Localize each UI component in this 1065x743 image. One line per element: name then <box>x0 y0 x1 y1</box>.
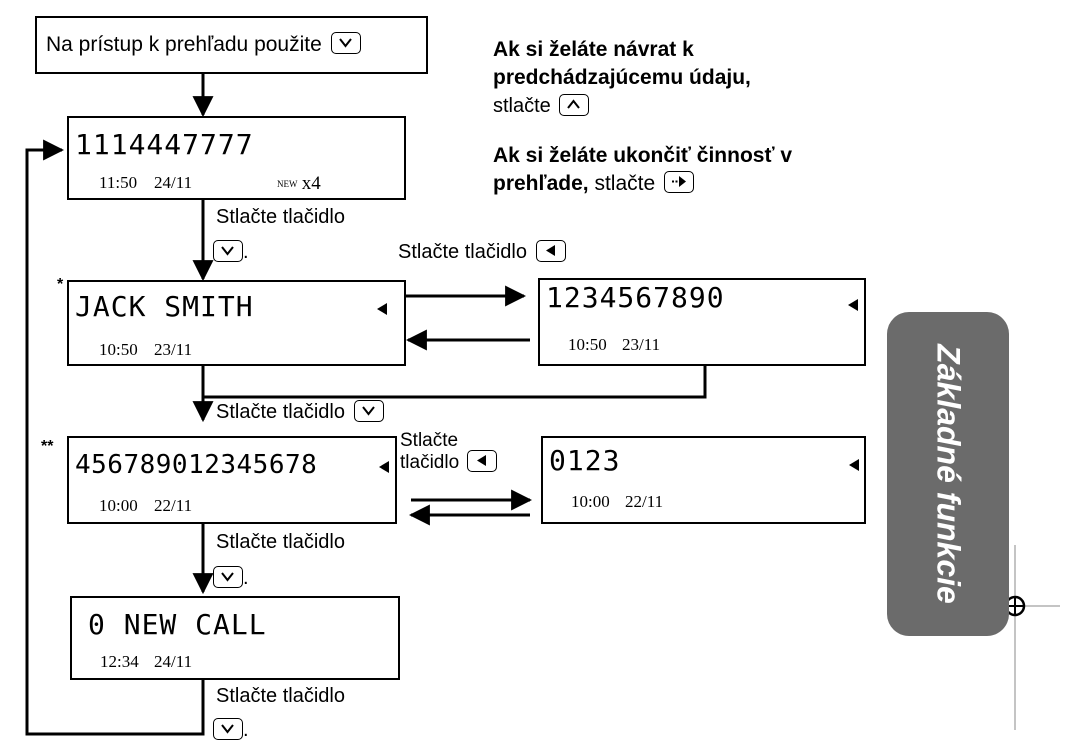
display-1-date: 24/11 <box>154 173 193 192</box>
note-exit-rest: stlačte <box>594 172 656 195</box>
press-text: Stlačte <box>400 430 459 451</box>
display-2-date: 23/11 <box>154 340 193 359</box>
lcd-display-1 <box>67 116 406 200</box>
button-text: tlačidlo <box>400 452 460 474</box>
period: . <box>243 241 249 263</box>
press-button-label-1 <box>216 205 345 229</box>
press-button-text: Stlačte tlačidlo <box>398 241 527 263</box>
down-key-icon <box>213 240 243 262</box>
section-tab-label: Základné funkcie <box>930 344 967 604</box>
display-4-marker: ** <box>41 438 54 455</box>
display-5-time: 10:00 <box>571 492 610 511</box>
section-tab <box>887 312 1009 636</box>
down-key-icon <box>331 32 361 54</box>
display-6-time: 12:34 <box>100 652 139 671</box>
note-back-title <box>493 36 853 92</box>
left-triangle-icon <box>377 460 391 474</box>
display-1-count: x4 <box>301 173 321 194</box>
intro-text <box>46 33 361 57</box>
display-4-time: 10:00 <box>99 496 138 515</box>
press-button-text: Stlačte tlačidlo <box>216 206 345 228</box>
left-triangle-icon <box>375 302 389 316</box>
down-key-icon <box>354 400 384 422</box>
lcd-display-5 <box>541 436 866 524</box>
display-2-time: 10:50 <box>99 340 138 359</box>
display-3-time: 10:50 <box>568 335 607 354</box>
note-back-action <box>493 94 589 118</box>
display-1-new-badge <box>277 173 321 195</box>
display-5-date: 22/11 <box>625 492 664 511</box>
button-text-row <box>400 452 497 474</box>
lcd-display-4 <box>67 436 397 524</box>
press-button-label-3 <box>216 530 345 554</box>
left-key-icon <box>536 240 566 262</box>
intro-label: Na prístup k prehľadu použite <box>46 33 322 56</box>
lcd-display-2 <box>67 280 406 366</box>
down-key-icon <box>213 566 243 588</box>
display-2-marker: * <box>57 276 64 293</box>
display-1-time: 11:50 <box>99 173 138 192</box>
lcd-display-3 <box>538 278 866 366</box>
press-label-stacked <box>400 430 497 474</box>
display-4-number: 456789012345678 <box>75 450 318 480</box>
press-button-text: Stlačte tlačidlo <box>216 685 345 707</box>
press-button-label-left <box>398 240 566 264</box>
display-1-number: 1114447777 <box>75 128 254 161</box>
intro-box <box>35 16 428 74</box>
display-6-text: 0 NEW CALL <box>88 608 267 641</box>
lcd-display-6 <box>70 596 400 680</box>
note-exit-title <box>493 142 853 198</box>
press-button-text: Stlačte tlačidlo <box>216 401 345 423</box>
press-button-text: Stlačte tlačidlo <box>216 531 345 553</box>
down-key-icon <box>213 718 243 740</box>
note-back-rest: stlačte <box>493 95 551 117</box>
press-button-key-4 <box>213 718 249 742</box>
period: . <box>243 719 249 741</box>
exit-key-icon <box>664 171 694 193</box>
press-button-key-3 <box>213 566 249 590</box>
left-triangle-icon <box>846 298 860 312</box>
note-back-bold: Ak si želáte návrat k predchádzajúcemu údaju, <box>493 38 751 89</box>
display-4-date: 22/11 <box>154 496 193 515</box>
press-button-label-4 <box>216 684 345 708</box>
note-exit-bold: Ak si želáte ukončiť činnosť v prehľade, <box>493 144 793 195</box>
display-3-number: 1234567890 <box>546 281 725 314</box>
line-d3-to-d4 <box>203 366 705 397</box>
display-2-name: JACK SMITH <box>75 290 254 323</box>
period: . <box>243 567 249 589</box>
left-triangle-icon <box>847 458 861 472</box>
press-button-key-1 <box>213 240 249 264</box>
display-3-date: 23/11 <box>622 335 661 354</box>
press-button-label-2 <box>216 400 384 424</box>
display-5-number: 0123 <box>549 444 621 477</box>
up-key-icon <box>559 94 589 116</box>
display-6-date: 24/11 <box>154 652 193 671</box>
left-key-icon <box>467 450 497 472</box>
new-badge: NEW <box>277 179 298 189</box>
